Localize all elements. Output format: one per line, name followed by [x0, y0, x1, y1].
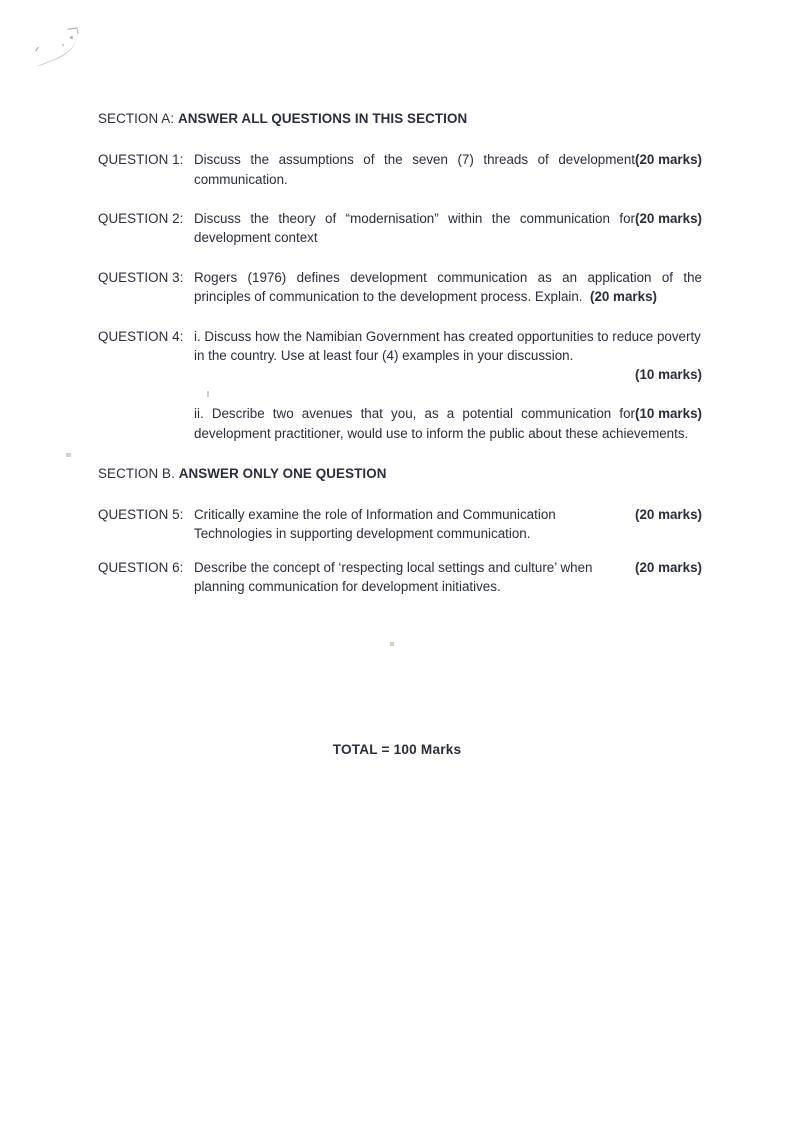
question-4: [98, 327, 702, 443]
question-4-body: [194, 327, 702, 443]
question-3-label: QUESTION 3:: [98, 269, 184, 285]
question-1-body: [194, 150, 702, 189]
section-a-label: SECTION A:: [98, 111, 175, 126]
question-6-label: QUESTION 6:: [98, 559, 184, 575]
question-5-text: Critically examine the role of Information and Communication Technologies in supporting development communication.: [194, 507, 556, 542]
section-a-title: ANSWER ALL QUESTIONS IN THIS SECTION: [177, 111, 468, 126]
exam-paper-body: [98, 110, 702, 597]
scan-tick-mark-icon: [68, 27, 79, 35]
question-4-label: QUESTION 4:: [98, 328, 184, 344]
scan-speck-icon: [70, 36, 73, 39]
question-5-marks: (20 marks): [635, 507, 702, 523]
question-4-part-i-text: i. Discuss how the Namibian Government has created opportunities to reduce poverty in the country. Use at least four (4) examples in your discussion.: [194, 328, 701, 363]
question-1-text-wrap: [194, 150, 702, 189]
section-b-label: SECTION B.: [98, 465, 175, 481]
question-2-text-wrap: [194, 209, 702, 248]
scan-speck-icon: [66, 453, 71, 457]
question-3-text: Rogers (1976) defines development communication as an application of the principles of communication to the development process. Explain.: [194, 269, 702, 305]
question-4-part-ii-marks: (10 marks): [635, 406, 702, 422]
total-marks: TOTAL = 100 Marks: [332, 742, 462, 757]
question-4-part-ii-text: ii. Describe two avenues that you, as a potential communication for development practitioner, would use to inform the public about these achievements.: [194, 406, 689, 441]
question-5-label: QUESTION 5:: [98, 507, 184, 523]
scan-tick-mark-icon: [35, 47, 43, 55]
question-2: [98, 209, 702, 248]
question-3-body: [194, 268, 702, 307]
question-5: [98, 505, 702, 544]
question-3: [98, 268, 702, 307]
question-3-marks: (20 marks): [589, 289, 657, 305]
section-b-title: ANSWER ONLY ONE QUESTION: [178, 465, 387, 481]
question-2-body: [194, 209, 702, 248]
question-1-label: QUESTION 1:: [98, 152, 184, 168]
question-6-marks: (20 marks): [635, 559, 702, 575]
scan-pencil-stroke-icon: [29, 28, 80, 67]
question-5-text-wrap: [194, 505, 702, 544]
question-6: [98, 558, 702, 597]
question-2-marks: (20 marks): [635, 210, 702, 226]
question-6-text-wrap: [194, 558, 702, 597]
question-1-marks: (20 marks): [635, 152, 702, 168]
question-2-text: Discuss the theory of “modernisation” within the communication for development context: [194, 210, 635, 246]
question-5-body: [194, 505, 702, 544]
question-4-part-i-text-wrap: [194, 327, 702, 366]
section-heading-b: [98, 465, 702, 483]
section-heading-a: [98, 110, 702, 128]
scan-speck-icon: [62, 44, 64, 46]
question-1: [98, 150, 702, 189]
question-4-part-i-marks: (10 marks): [635, 367, 702, 383]
scan-speck-icon: [390, 642, 394, 646]
question-6-body: [194, 558, 702, 597]
question-1-text: Discuss the assumptions of the seven (7) threads of development communication.: [194, 152, 635, 187]
question-4-part-ii-text-wrap: [194, 404, 702, 443]
question-6-text: Describe the concept of ‘respecting local settings and culture’ when planning communication for development initiatives.: [194, 559, 593, 595]
question-3-text-wrap: [194, 268, 702, 307]
question-2-label: QUESTION 2:: [98, 210, 184, 226]
